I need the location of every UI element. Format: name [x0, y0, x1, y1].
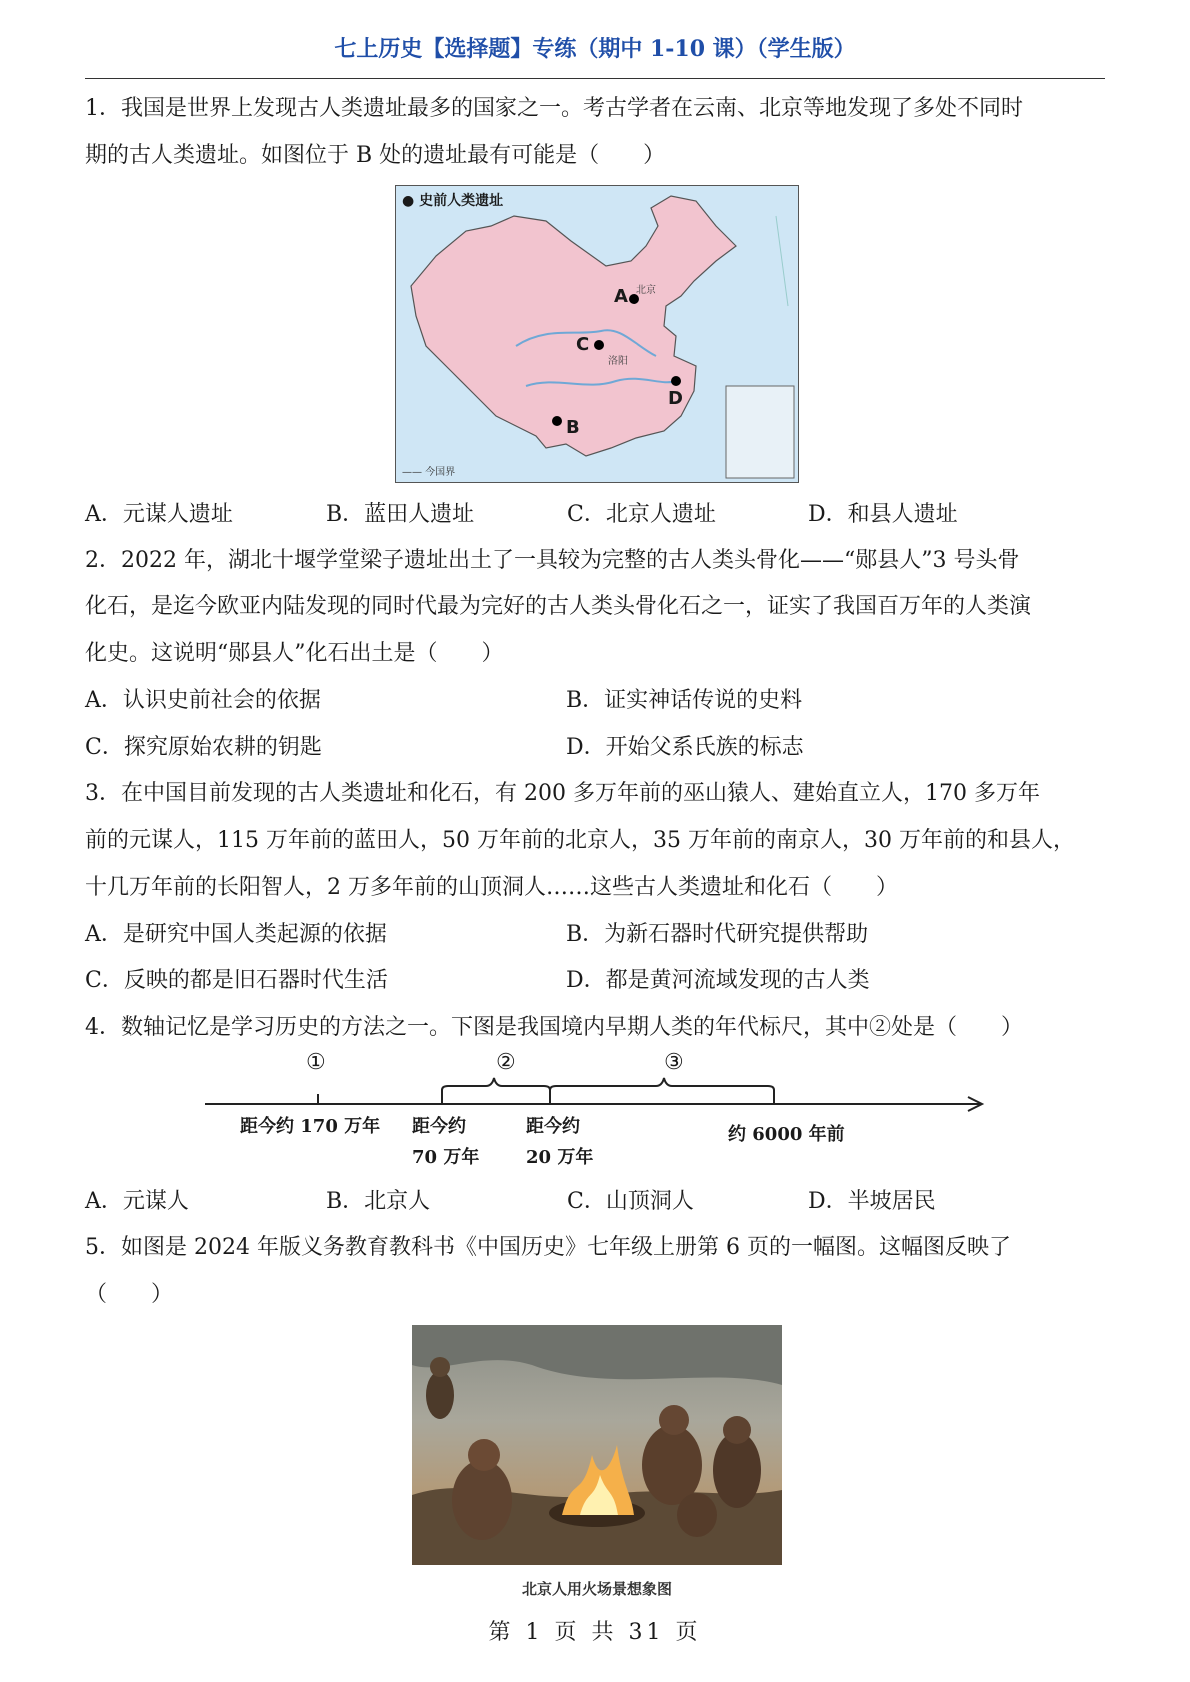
map-city-luoyang: 洛阳	[608, 356, 628, 367]
q4-text-line1: 4．数轴记忆是学习历史的方法之一。下图是我国境内早期人类的年代标尺，其中②处是（ ）	[85, 1015, 1024, 1040]
timeline-label-170: 距今约 170 万年	[240, 1116, 381, 1137]
timeline-label-20b: 20 万年	[526, 1147, 594, 1168]
timeline-label-70b: 70 万年	[412, 1147, 480, 1168]
q4-option-b[interactable]: B．北京人	[326, 1189, 431, 1214]
timeline-label-6000: 约 6000 年前	[728, 1124, 845, 1145]
timeline-mark-1: ①	[306, 1050, 326, 1075]
q2-text-line1: 2．2022 年，湖北十堰学堂梁子遗址出土了一具较为完整的古人类头骨化——“郧县人”3 号头骨	[85, 548, 1020, 573]
map-label-d: D	[668, 388, 683, 409]
q1-option-c[interactable]: C．北京人遗址	[567, 502, 716, 527]
china-map-shape	[396, 186, 798, 482]
q1-text-line1: 1．我国是世界上发现古人类遗址最多的国家之一。考古学者在云南、北京等地发现了多处不同时	[85, 96, 1024, 121]
q4-option-a[interactable]: A．元谋人	[85, 1189, 189, 1214]
map-city-beijing: 北京	[636, 285, 656, 296]
page-footer: 第 1 页 共 31 页	[488, 1620, 702, 1645]
map-label-a: A	[614, 286, 628, 307]
q4-option-d[interactable]: D．半坡居民	[808, 1189, 936, 1214]
site-d-dot	[671, 376, 681, 386]
china-map-figure	[395, 185, 799, 483]
timeline-mark-2: ②	[496, 1050, 516, 1075]
q2-option-c[interactable]: C．探究原始农耕的钥匙	[85, 735, 322, 760]
site-b-dot	[552, 416, 562, 426]
q2-option-b[interactable]: B．证实神话传说的史料	[566, 688, 803, 713]
q2-text-line2: 化石，是迄今欧亚内陆发现的同时代最为完好的古人类头骨化石之一，证实了我国百万年的人类演	[85, 594, 1032, 619]
illustration-caption: 北京人用火场景想象图	[521, 1580, 672, 1598]
q1-text-line2: 期的古人类遗址。如图位于 B 处的遗址最有可能是（ ）	[85, 143, 666, 168]
timeline-figure	[200, 1048, 1000, 1178]
page-header: 七上历史【选择题】专练（期中 1-10 课）（学生版）	[334, 36, 856, 62]
q2-option-a[interactable]: A．认识史前社会的依据	[85, 688, 321, 713]
timeline-mark-3: ③	[664, 1050, 684, 1075]
q4-option-c[interactable]: C．山顶洞人	[567, 1189, 694, 1214]
q2-option-d[interactable]: D．开始父系氏族的标志	[566, 735, 804, 760]
site-a-dot	[629, 294, 639, 304]
map-legend: ● 史前人类遗址	[402, 193, 504, 209]
timeline-label-20a: 距今约	[526, 1116, 580, 1137]
q1-option-b[interactable]: B．蓝田人遗址	[326, 502, 475, 527]
site-c-dot	[594, 340, 604, 350]
q5-text-line2: （ ）	[85, 1282, 174, 1307]
q3-text-line2: 前的元谋人，115 万年前的蓝田人，50 万年前的北京人，35 万年前的南京人，30 万年前的和县人，	[85, 828, 1075, 853]
map-label-b: B	[566, 417, 580, 438]
q3-option-a[interactable]: A．是研究中国人类起源的依据	[85, 922, 387, 947]
header-divider	[85, 78, 1105, 79]
timeline-label-70a: 距今约	[412, 1116, 466, 1137]
q3-text-line3: 十几万年前的长阳智人，2 万多年前的山顶洞人……这些古人类遗址和化石（ ）	[85, 875, 898, 900]
q5-text-line1: 5．如图是 2024 年版义务教育教科书《中国历史》七年级上册第 6 页的一幅图。这幅图反映了	[85, 1235, 1011, 1260]
q1-option-d[interactable]: D．和县人遗址	[808, 502, 958, 527]
q3-option-b[interactable]: B．为新石器时代研究提供帮助	[566, 922, 869, 947]
map-label-c: C	[576, 334, 590, 355]
map-border-legend: —— 今国界	[402, 467, 456, 478]
q3-option-d[interactable]: D．都是黄河流域发现的古人类	[566, 968, 870, 993]
q3-text-line1: 3．在中国目前发现的古人类遗址和化石，有 200 多万年前的巫山猿人、建始直立人，170 多万年	[85, 781, 1040, 806]
peking-man-fire-illustration	[412, 1325, 782, 1565]
q3-option-c[interactable]: C．反映的都是旧石器时代生活	[85, 968, 388, 993]
q1-option-a[interactable]: A．元谋人遗址	[85, 502, 233, 527]
fire-scene-drawing	[412, 1325, 782, 1565]
q2-text-line3: 化史。这说明“郧县人”化石出土是（ ）	[85, 641, 504, 666]
